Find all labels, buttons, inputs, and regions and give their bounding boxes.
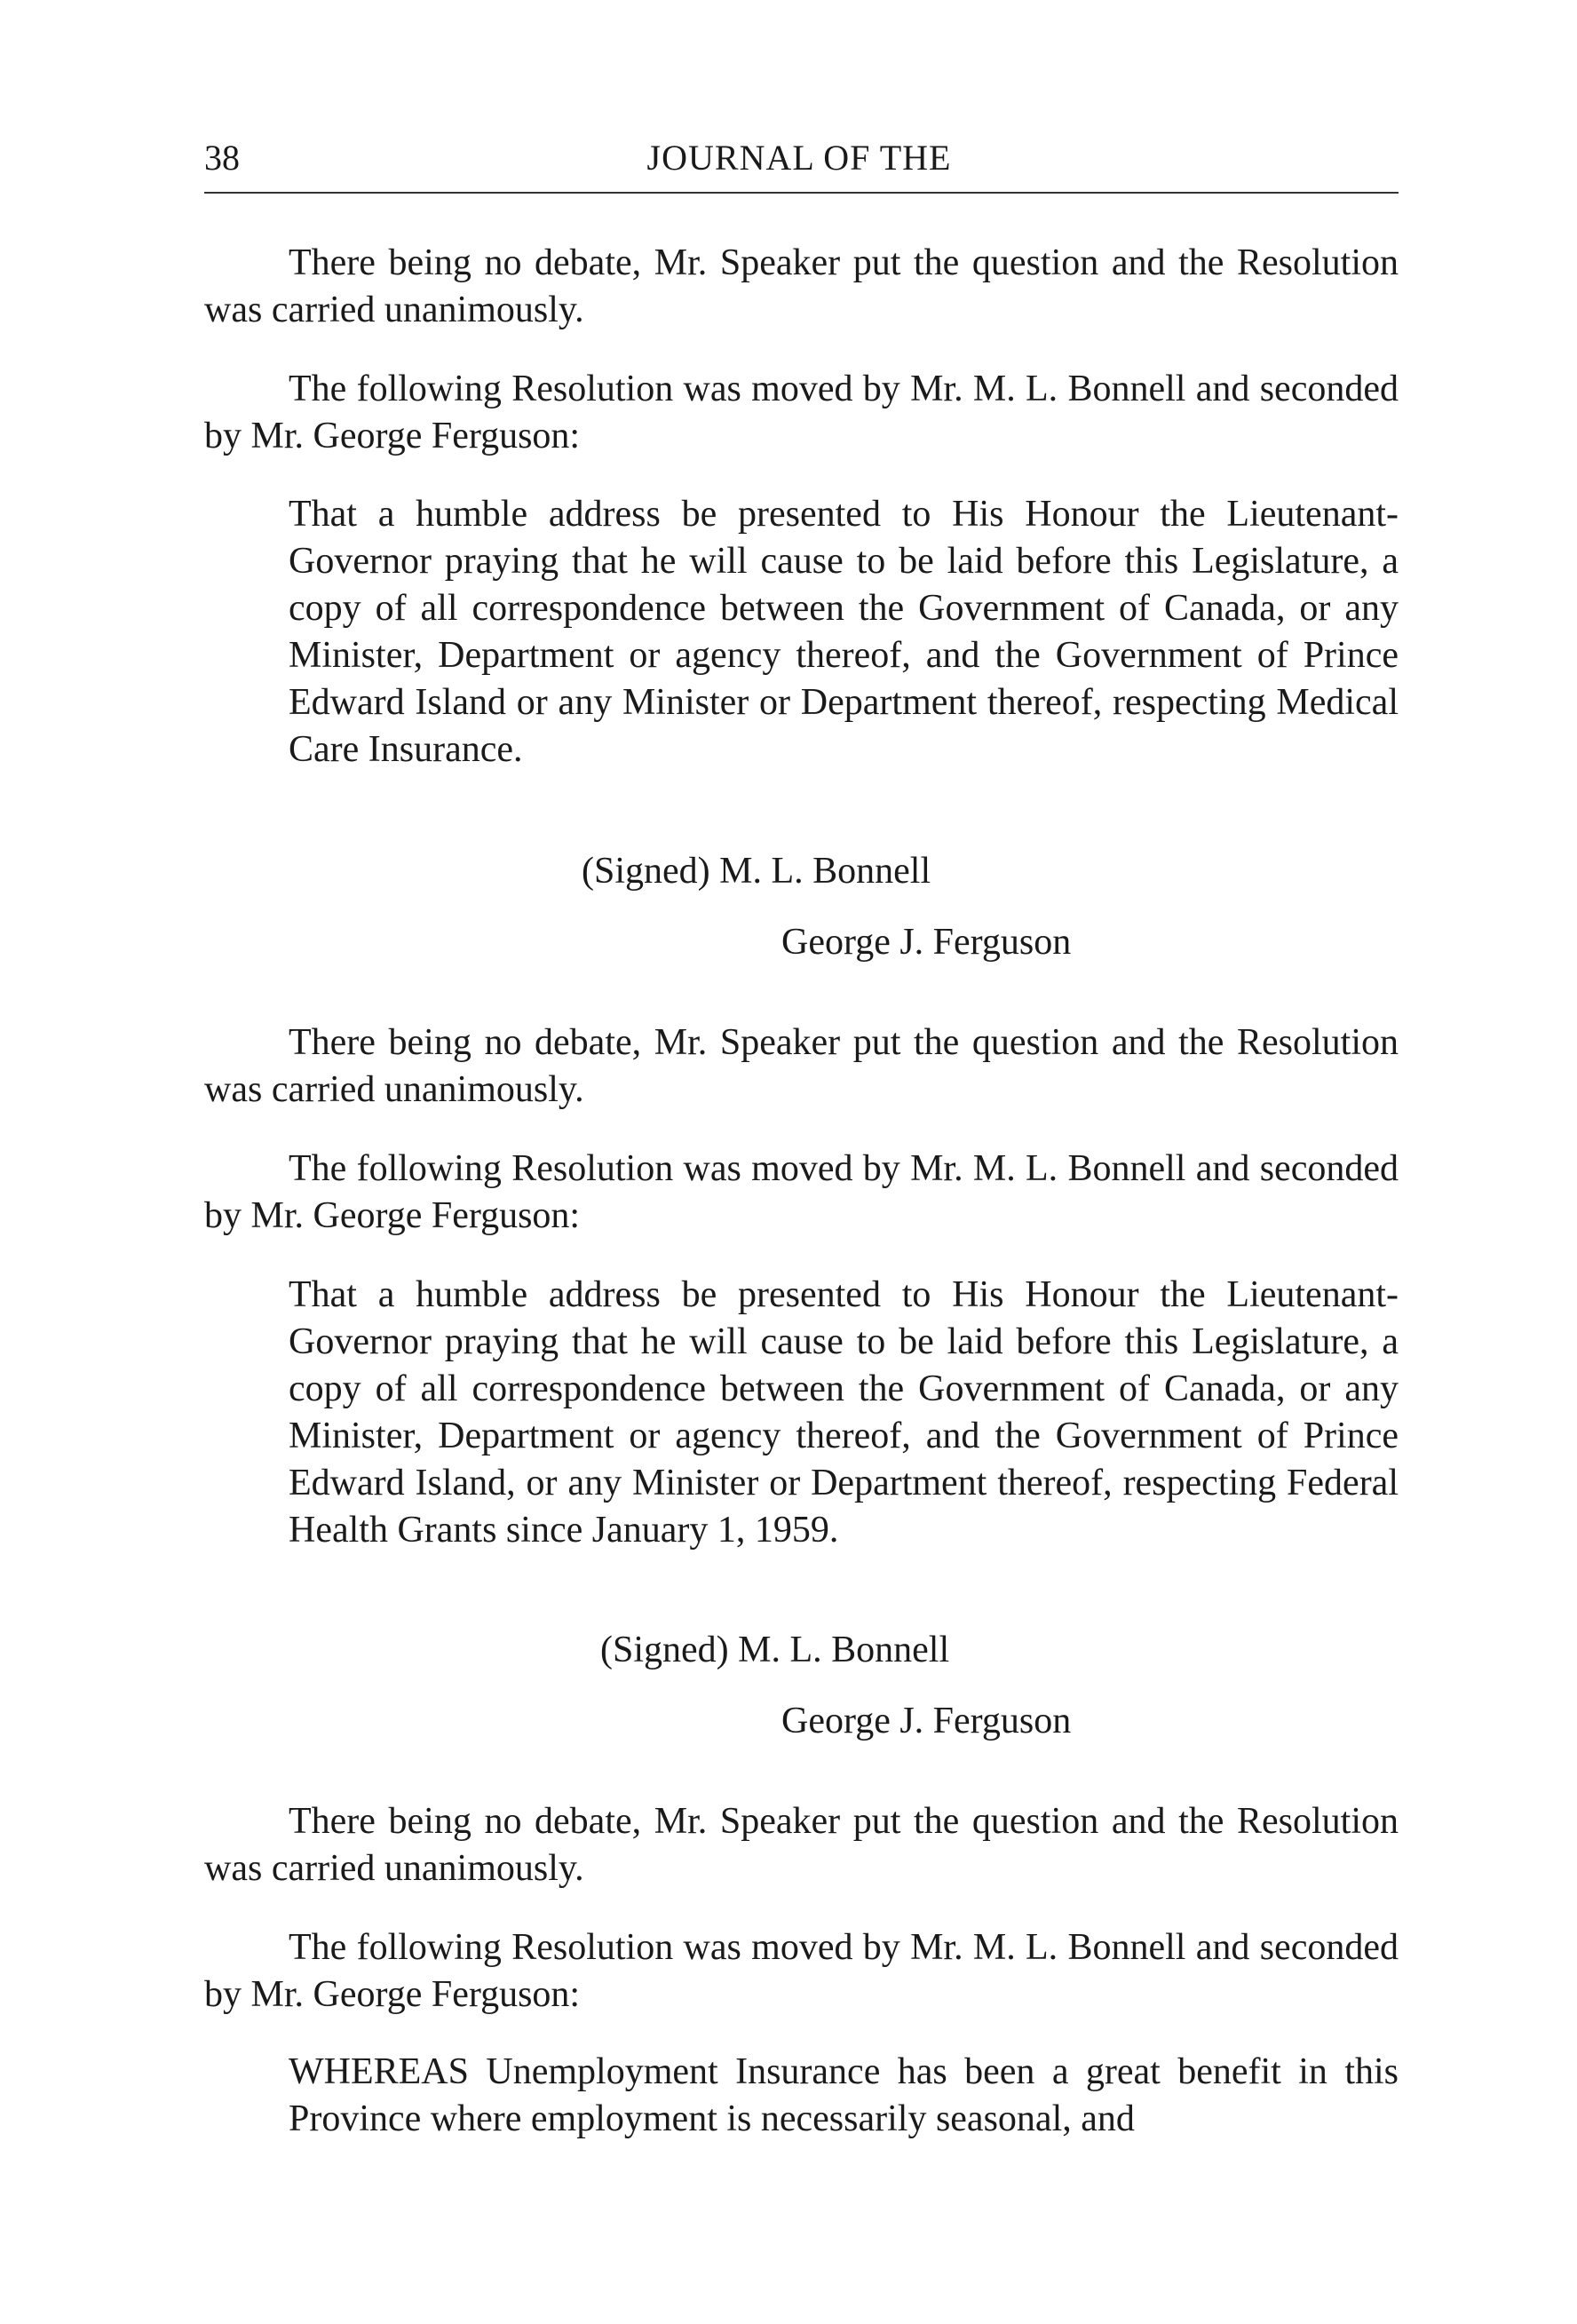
paragraph-debate-2: There being no debate, Mr. Speaker put the question and the Resolution was carried unanimously. xyxy=(204,1022,1399,1110)
signature-line-2b: George J. Ferguson xyxy=(781,1701,1072,1741)
header-rule xyxy=(204,192,1399,194)
paragraph-debate-1: There being no debate, Mr. Speaker put the question and the Resolution was carried unanimously. xyxy=(204,242,1399,330)
signature-line-1b: George J. Ferguson xyxy=(781,922,1072,963)
page-header xyxy=(204,133,1394,183)
paragraph-debate-3: There being no debate, Mr. Speaker put the question and the Resolution was carried unanimously. xyxy=(204,1801,1399,1889)
paragraph-motion-2: The following Resolution was moved by Mr. M. L. Bonnell and seconded by Mr. George Ferguson: xyxy=(204,1148,1399,1236)
page-number: 38 xyxy=(204,138,240,178)
signature-line-1a: (Signed) M. L. Bonnell xyxy=(582,851,931,892)
resolution-text-1: That a humble address be presented to His Honour the Lieutenant-Governor praying that he will cause to be laid before this Legislature, a copy of all correspondence between the Government of Canada, or any Minister, Department or agency thereof, and the Government of Prince Edward Island or any Minister or Department thereof, respecting Medical Care Insurance. xyxy=(289,494,1399,770)
paragraph-motion-1: The following Resolution was moved by Mr. M. L. Bonnell and seconded by Mr. George Ferguson: xyxy=(204,369,1399,456)
resolution-text-2: That a humble address be presented to His Honour the Lieutenant-Governor praying that he will cause to be laid before this Legislature, a copy of all correspondence between the Government of Canada, or any Minister, Department or agency thereof, and the Government of Prince Edward Island, or any Minister or Department thereof, respecting Federal Health Grants since January 1, 1959. xyxy=(289,1274,1399,1551)
resolution-text-3: WHEREAS Unemployment Insurance has been a great benefit in this Province where employment is necessarily seasonal, and xyxy=(289,2051,1399,2139)
signature-line-2a: (Signed) M. L. Bonnell xyxy=(600,1630,950,1670)
paragraph-motion-3: The following Resolution was moved by Mr. M. L. Bonnell and seconded by Mr. George Ferguson: xyxy=(204,1927,1399,2015)
running-head: JOURNAL OF THE xyxy=(646,138,952,178)
